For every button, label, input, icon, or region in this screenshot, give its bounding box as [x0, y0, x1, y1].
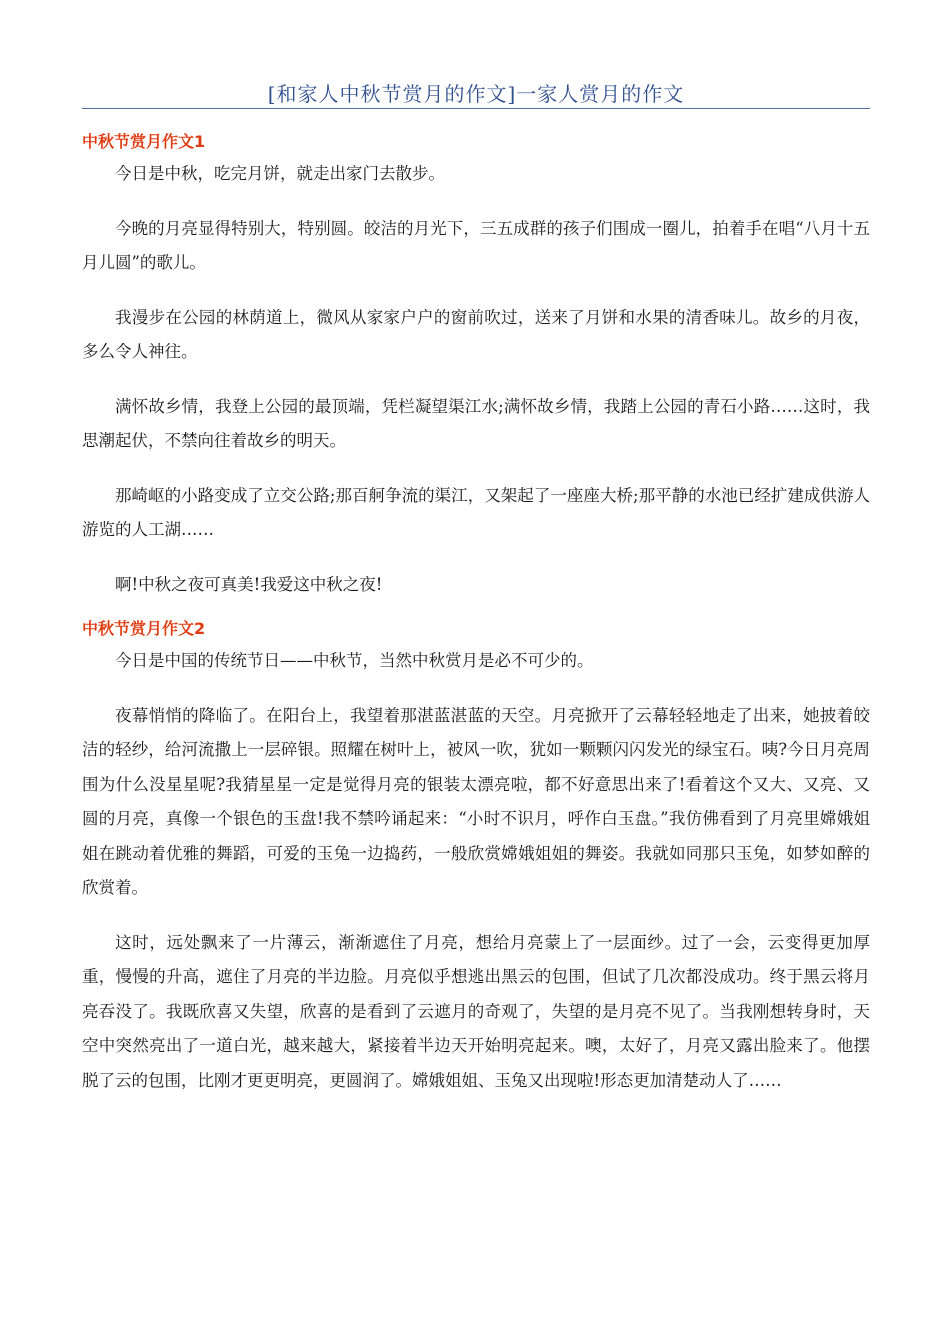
paragraph: 我漫步在公园的林荫道上，微风从家家户户的窗前吹过，送来了月饼和水果的清香味儿。故乡的月夜，多么令人神往。: [82, 307, 870, 361]
paragraph: 那崎岖的小路变成了立交公路;那百舸争流的渠江，又架起了一座座大桥;那平静的水池已经扩建成供游人游览的人工湖……: [82, 485, 870, 539]
document-title: [和家人中秋节赏月的作文]一家人赏月的作文: [267, 82, 685, 106]
paragraph: 今晚的月亮显得特别大，特别圆。皎洁的月光下，三五成群的孩子们围成一圈儿，拍着手在唱“八月十五月儿圆”的歌儿。: [82, 218, 870, 272]
section-heading-1: 中秋节赏月作文1: [82, 132, 206, 151]
paragraph: 满怀故乡情，我登上公园的最顶端，凭栏凝望渠江水;满怀故乡情，我踏上公园的青石小路……这时，我思潮起伏，不禁向往着故乡的明天。: [82, 396, 870, 450]
paragraph: 啊!中秋之夜可真美!我爱这中秋之夜!: [115, 574, 383, 594]
paragraph: 今日是中国的传统节日——中秋节，当然中秋赏月是必不可少的。: [115, 651, 594, 670]
paragraph: 这时，远处飘来了一片薄云，渐渐遮住了月亮，想给月亮蒙上了一层面纱。过了一会，云变得更加厚重，慢慢的升高，遮住了月亮的半边脸。月亮似乎想逃出黑云的包围，但试了几次都没成功。终于黑云将月亮吞没了。我既欣喜又失望，欣喜的是看到了云遮月的奇观了，失望的是月亮不见了。当我刚想转身时，天空中突然亮出了一道白光，越来越大，紧接着半边天开始明亮起来。噢，太好了，月亮又露出脸来了。他摆脱了云的包围，比刚才更更明亮，更圆润了。嫦娥姐姐、玉兔又出现啦!形态更加清楚动人了……: [82, 932, 870, 1090]
paragraph: 夜幕悄悄的降临了。在阳台上，我望着那湛蓝湛蓝的天空。月亮掀开了云幕轻轻地走了出来，她披着皎洁的轻纱，给河流撒上一层碎银。照耀在树叶上，被风一吹，犹如一颗颗闪闪发光的绿宝石。咦?今日月亮周围为什么没星星呢?我猜星星一定是觉得月亮的银装太漂亮啦，都不好意思出来了!看着这个又大、又亮、又圆的月亮，真像一个银色的玉盘!我不禁吟诵起来：“小时不识月，呼作白玉盘。”我仿佛看到了月亮里嫦娥姐姐在跳动着优雅的舞蹈，可爱的玉兔一边捣药，一般欣赏嫦娥姐姐的舞姿。我就如同那只玉兔，如梦如醉的欣赏着。: [82, 705, 870, 897]
document-page: [82, 0, 870, 1098]
section-heading-2: 中秋节赏月作文2: [82, 619, 206, 638]
paragraph: 今日是中秋，吃完月饼，就走出家门去散步。: [115, 164, 445, 183]
